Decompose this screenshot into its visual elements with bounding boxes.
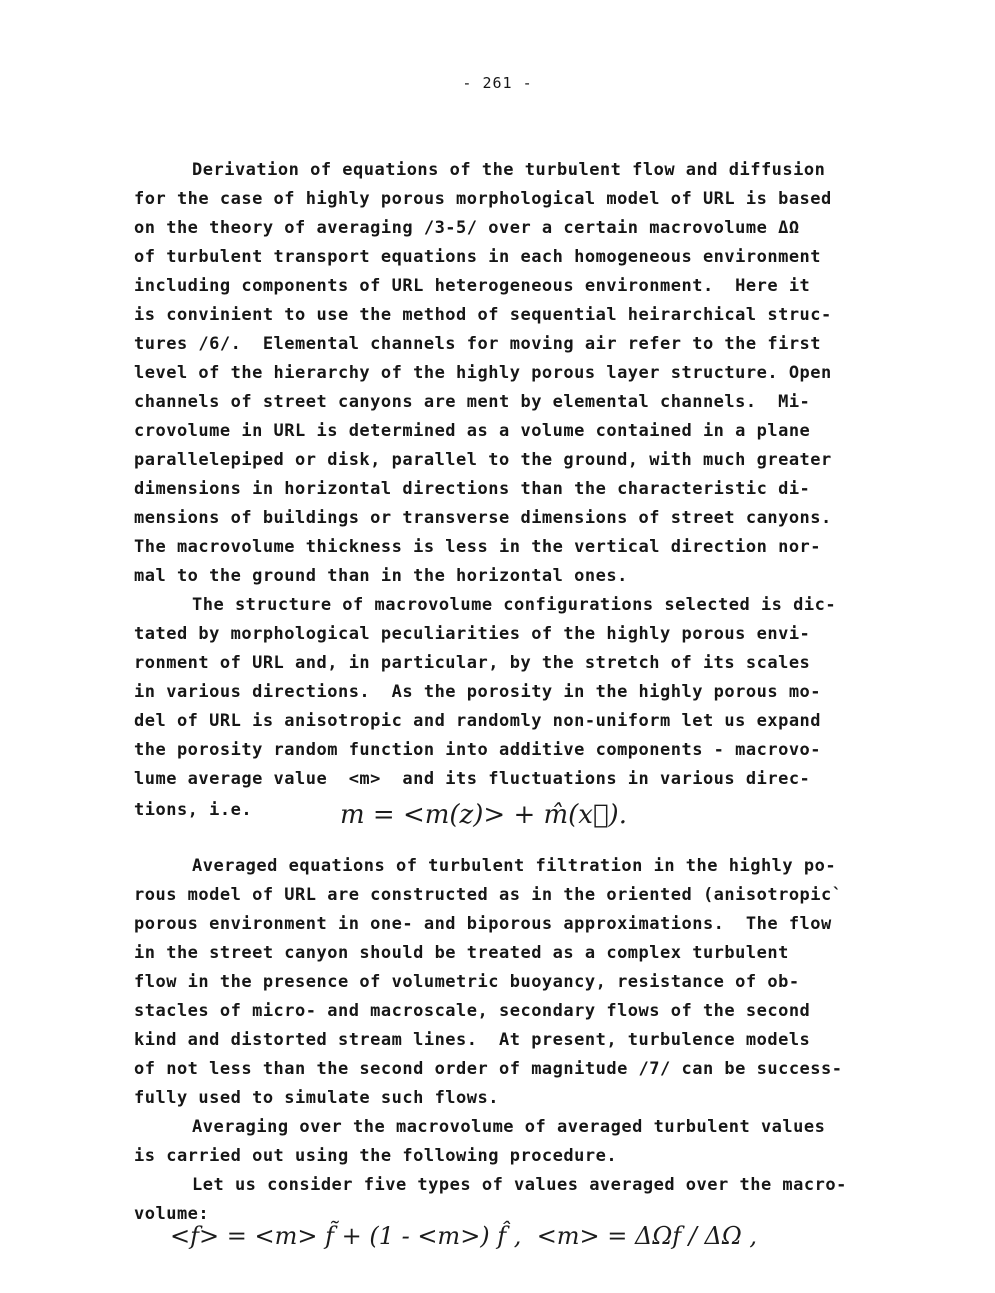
text-line: tures /6/. Elemental channels for moving air refer to the first <box>134 334 822 354</box>
text-line: flow in the presence of volumetric buoyancy, resistance of ob- <box>134 972 800 992</box>
text-line: tated by morphological peculiarities of the highly porous envi- <box>134 624 811 644</box>
text-line: dimensions in horizontal directions than the characteristic di- <box>134 479 811 499</box>
porosity-formula: m = <m(z)> + m̂(x⃗). <box>340 800 627 830</box>
text-line: volume: <box>134 1204 210 1224</box>
text-line: rous model of URL are constructed as in the oriented (anisotropic` <box>134 885 843 905</box>
text-line: in the street canyon should be treated as a complex turbulent <box>134 943 789 963</box>
text-line: fully used to simulate such flows. <box>134 1088 499 1108</box>
average-formula: <f> = <m> f̃ + (1 - <m>) f̂ , <m> = ΔΩf / ΔΩ , <box>170 1222 757 1250</box>
text-line: The structure of macrovolume configurations selected is dic- <box>192 595 837 615</box>
text-line: Let us consider five types of values averaged over the macro- <box>192 1175 847 1195</box>
page-number: - 261 - <box>462 74 533 92</box>
text-line: Averaged equations of turbulent filtration in the highly po- <box>192 856 837 876</box>
text-line: mal to the ground than in the horizontal ones. <box>134 566 628 586</box>
text-line: including components of URL heterogeneous environment. Here it <box>134 276 811 296</box>
text-line: stacles of micro- and macroscale, secondary flows of the second <box>134 1001 811 1021</box>
text-line: is carried out using the following procedure. <box>134 1146 618 1166</box>
text-line: ronment of URL and, in particular, by the stretch of its scales <box>134 653 811 673</box>
text-line: tions, i.e. <box>134 800 253 820</box>
text-line: in various directions. As the porosity in the highly porous mo- <box>134 682 822 702</box>
text-line: crovolume in URL is determined as a volume contained in a plane <box>134 421 811 441</box>
text-line: kind and distorted stream lines. At present, turbulence models <box>134 1030 811 1050</box>
text-line: porous environment in one- and biporous approximations. The flow <box>134 914 832 934</box>
text-line: parallelepiped or disk, parallel to the ground, with much greater <box>134 450 832 470</box>
text-line: level of the hierarchy of the highly porous layer structure. Open <box>134 363 832 383</box>
text-line: channels of street canyons are ment by elemental channels. Mi- <box>134 392 811 412</box>
text-line: of turbulent transport equations in each homogeneous environment <box>134 247 822 267</box>
text-line: Averaging over the macrovolume of averaged turbulent values <box>192 1117 826 1137</box>
text-line: the porosity random function into additive components - macrovo- <box>134 740 822 760</box>
text-line: del of URL is anisotropic and randomly non-uniform let us expand <box>134 711 822 731</box>
text-line: lume average value <m> and its fluctuations in various direc- <box>134 769 811 789</box>
text-line: of not less than the second order of magnitude /7/ can be success- <box>134 1059 843 1079</box>
text-line: Derivation of equations of the turbulent flow and diffusion <box>192 160 826 180</box>
text-line: for the case of highly porous morphological model of URL is based <box>134 189 832 209</box>
text-line: mensions of buildings or transverse dimensions of street canyons. <box>134 508 832 528</box>
text-line: on the theory of averaging /3-5/ over a certain macrovolume ΔΩ <box>134 218 800 238</box>
text-line: is convinient to use the method of sequential heirarchical struc- <box>134 305 832 325</box>
text-line: The macrovolume thickness is less in the vertical direction nor- <box>134 537 822 557</box>
